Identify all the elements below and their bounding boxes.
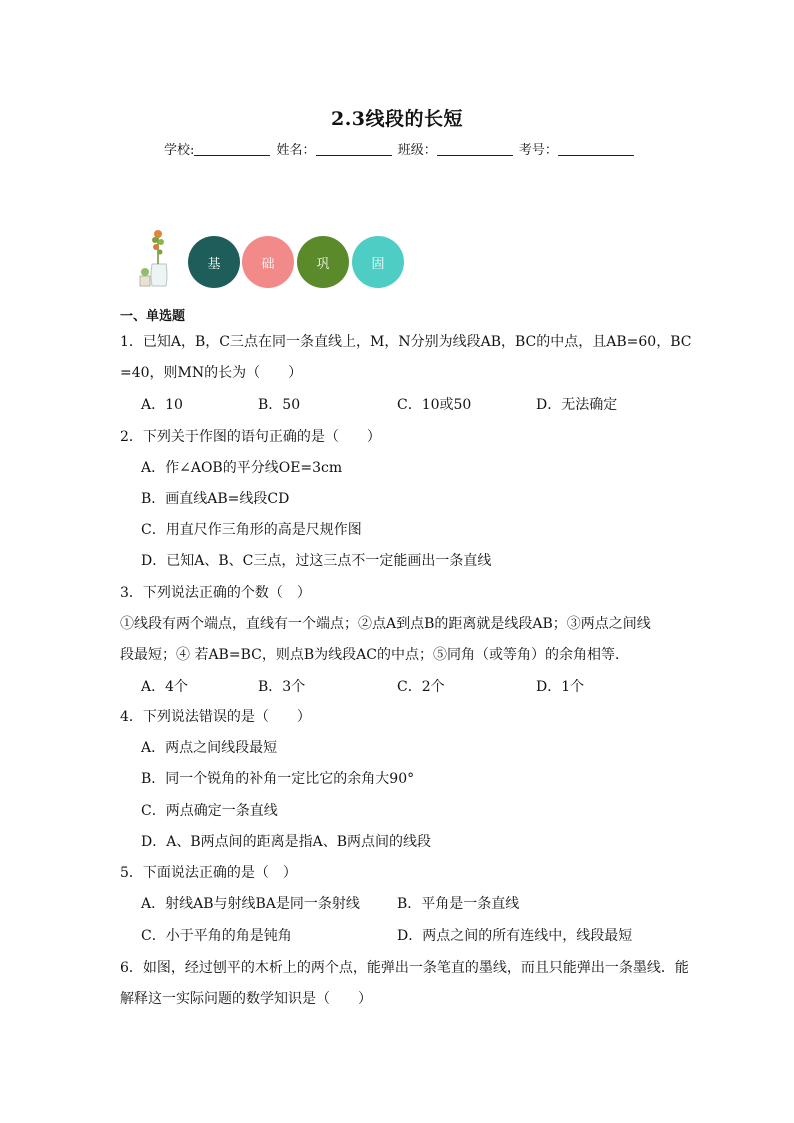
q5-option-c: C．小于平角的角是钝角 bbox=[141, 928, 292, 944]
name-label: 姓名： bbox=[276, 143, 316, 158]
q2-option-a: A．作∠AOB的平分线OE=3cm bbox=[141, 460, 343, 476]
q3-stem-line-1: 3．下列说法正确的个数（ ） bbox=[120, 585, 311, 601]
student-info-line bbox=[164, 139, 636, 158]
class-blank bbox=[437, 142, 513, 156]
banner-circle-gong: 巩 bbox=[297, 236, 349, 288]
page-title: 2.3线段的长短 bbox=[330, 108, 464, 130]
q4-option-a: A．两点之间线段最短 bbox=[141, 740, 278, 756]
section-heading: 一、单选题 bbox=[120, 309, 186, 324]
banner-circle-chu: 础 bbox=[242, 236, 294, 288]
number-blank bbox=[558, 142, 634, 156]
q6-stem-line-1: 6．如图，经过刨平的木析上的两个点，能弹出一条笔直的墨线，而且只能弹出一条墨线．能 bbox=[120, 960, 689, 976]
q4-stem: 4．下列说法错误的是（ ） bbox=[120, 709, 311, 725]
name-blank bbox=[316, 142, 392, 156]
class-label: 班级： bbox=[397, 143, 437, 158]
q1-stem-line-1: 1．已知A，B，C三点在同一条直线上，M，N分别为线段AB，BC的中点，且AB=60，BC bbox=[120, 334, 692, 350]
q3-stem-line-3: 段最短；④ 若AB=BC，则点B为线段AC的中点；⑤同角（或等角）的余角相等． bbox=[120, 647, 629, 663]
q5-stem: 5．下面说法正确的是（ ） bbox=[120, 865, 297, 881]
q2-option-c: C．用直尺作三角形的高是尺规作图 bbox=[141, 522, 362, 538]
q4-option-b: B．同一个锐角的补角一定比它的余角大90° bbox=[141, 771, 415, 787]
banner-circle-ji: 基 bbox=[188, 236, 240, 288]
q3-option-a: A．4个 bbox=[141, 679, 189, 695]
q2-stem: 2．下列关于作图的语句正确的是（ ） bbox=[120, 429, 381, 445]
q3-stem-line-2: ①线段有两个端点，直线有一个端点；②点A到点B的距离就是线段AB；③两点之间线 bbox=[120, 616, 651, 632]
q2-option-d: D．已知A、B、C三点，过这三点不一定能画出一条直线 bbox=[141, 553, 492, 569]
q3-option-c: C．2个 bbox=[397, 679, 445, 695]
q1-option-d: D．无法确定 bbox=[536, 397, 618, 413]
q1-option-c: C．10或50 bbox=[397, 397, 472, 413]
school-label: 学校: bbox=[164, 143, 195, 158]
q6-stem-line-2: 解释这一实际问题的数学知识是（ ） bbox=[120, 991, 372, 1007]
q4-option-c: C．两点确定一条直线 bbox=[141, 803, 278, 819]
q5-option-a: A．射线AB与射线BA是同一条射线 bbox=[141, 896, 360, 912]
number-label: 考号： bbox=[518, 143, 558, 158]
q1-option-a: A．10 bbox=[141, 397, 183, 413]
q1-stem-line-2: =40，则MN的长为（ ） bbox=[120, 365, 303, 381]
plant-vase-icon bbox=[138, 224, 178, 288]
q5-option-b: B．平角是一条直线 bbox=[397, 896, 520, 912]
school-blank bbox=[194, 142, 270, 156]
q4-option-d: D．A、B两点间的距离是指A、B两点间的线段 bbox=[141, 834, 432, 850]
q3-option-d: D．1个 bbox=[536, 679, 585, 695]
q2-option-b: B．画直线AB=线段CD bbox=[141, 491, 290, 507]
q1-option-b: B．50 bbox=[258, 397, 301, 413]
q5-option-d: D．两点之间的所有连线中，线段最短 bbox=[397, 928, 633, 944]
banner-circle-gu: 固 bbox=[352, 236, 404, 288]
q3-option-b: B．3个 bbox=[258, 679, 306, 695]
